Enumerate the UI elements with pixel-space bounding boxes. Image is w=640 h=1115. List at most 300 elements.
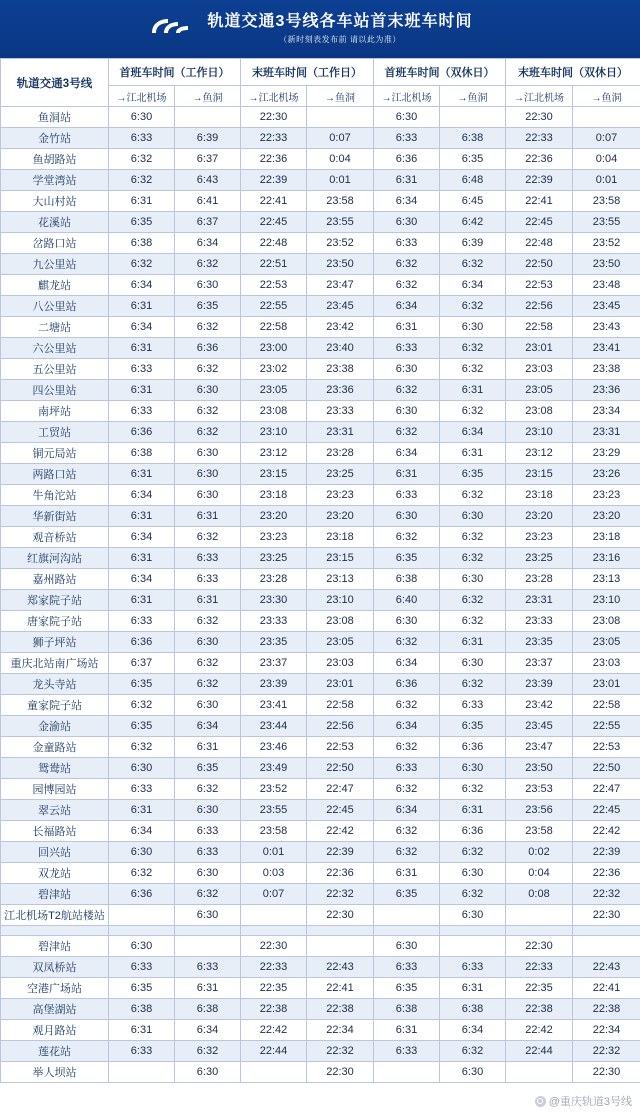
time-cell: 22:41 — [506, 191, 573, 212]
time-cell: 6:33 — [440, 957, 506, 978]
time-cell: 6:30 — [175, 800, 241, 821]
time-cell: 23:28 — [241, 569, 307, 590]
time-cell: 6:38 — [175, 999, 241, 1020]
table-row — [1, 863, 640, 884]
time-cell: 6:30 — [109, 758, 175, 779]
time-cell: 23:52 — [241, 779, 307, 800]
time-cell: 22:47 — [307, 779, 374, 800]
time-cell: 22:36 — [307, 863, 374, 884]
time-cell: 6:32 — [440, 611, 506, 632]
time-cell: 23:15 — [241, 464, 307, 485]
time-cell: 6:30 — [175, 905, 241, 926]
time-cell: 6:32 — [374, 275, 440, 296]
time-cell: 0:04 — [307, 149, 374, 170]
time-cell: 0:04 — [506, 863, 573, 884]
station-name: 南坪站 — [1, 401, 109, 422]
table-row — [1, 233, 640, 254]
spacer-cell — [573, 926, 640, 936]
station-name: 双凤桥站 — [1, 957, 109, 978]
table-row — [1, 779, 640, 800]
timetable-head — [1, 59, 640, 107]
time-cell: 6:32 — [175, 422, 241, 443]
time-cell: 23:58 — [241, 821, 307, 842]
time-cell: 6:36 — [109, 884, 175, 905]
time-cell: 6:33 — [109, 957, 175, 978]
time-cell: 6:37 — [175, 212, 241, 233]
time-cell: 23:13 — [573, 569, 640, 590]
station-name: 回兴站 — [1, 842, 109, 863]
time-cell: 6:33 — [374, 128, 440, 149]
time-cell: 23:37 — [506, 653, 573, 674]
time-cell: 23:08 — [573, 611, 640, 632]
time-cell: 22:36 — [573, 863, 640, 884]
time-cell: 22:35 — [506, 978, 573, 999]
time-cell: 6:35 — [109, 716, 175, 737]
time-cell: 6:30 — [374, 212, 440, 233]
time-cell: 6:37 — [175, 149, 241, 170]
time-cell: 6:34 — [374, 800, 440, 821]
time-cell: 23:10 — [506, 422, 573, 443]
time-cell: 6:31 — [374, 863, 440, 884]
time-cell: 23:40 — [307, 338, 374, 359]
time-cell: 23:26 — [573, 464, 640, 485]
time-cell: 6:34 — [374, 296, 440, 317]
time-cell: 6:39 — [175, 128, 241, 149]
time-cell: 6:32 — [109, 695, 175, 716]
time-cell: 6:30 — [175, 443, 241, 464]
time-cell: 0:01 — [573, 170, 640, 191]
spacer-cell — [241, 926, 307, 936]
time-cell: 23:39 — [241, 674, 307, 695]
time-cell: 23:08 — [241, 401, 307, 422]
station-name: 双龙站 — [1, 863, 109, 884]
time-cell: 6:33 — [374, 1041, 440, 1062]
direction-header-3-0: →江北机场 — [506, 86, 573, 107]
time-cell: 6:32 — [440, 674, 506, 695]
time-cell: 23:53 — [506, 779, 573, 800]
time-cell: 23:25 — [241, 548, 307, 569]
time-cell: 22:42 — [307, 821, 374, 842]
time-cell: 23:25 — [506, 548, 573, 569]
table-row — [1, 338, 640, 359]
time-cell: 23:39 — [506, 674, 573, 695]
time-cell: 0:04 — [573, 149, 640, 170]
time-cell: 23:18 — [506, 485, 573, 506]
time-cell: 6:31 — [175, 506, 241, 527]
time-cell: 6:34 — [374, 653, 440, 674]
time-cell: 6:34 — [109, 821, 175, 842]
time-cell: 6:34 — [374, 191, 440, 212]
time-cell: 23:31 — [307, 422, 374, 443]
time-cell: 23:05 — [241, 380, 307, 401]
time-cell: 6:32 — [175, 884, 241, 905]
station-name: 鱼胡路站 — [1, 149, 109, 170]
spacer-cell — [175, 926, 241, 936]
time-cell: 23:34 — [573, 401, 640, 422]
time-cell: 6:32 — [374, 527, 440, 548]
time-cell: 22:51 — [241, 254, 307, 275]
time-cell: 23:37 — [241, 653, 307, 674]
time-cell: 6:35 — [109, 212, 175, 233]
time-cell: 23:42 — [307, 317, 374, 338]
table-row — [1, 359, 640, 380]
time-cell: 22:50 — [506, 254, 573, 275]
spacer-cell — [374, 926, 440, 936]
station-name: 狮子坪站 — [1, 632, 109, 653]
station-name: 四公里站 — [1, 380, 109, 401]
time-cell — [506, 1062, 573, 1083]
time-cell: 22:47 — [573, 779, 640, 800]
time-cell: 22:35 — [241, 978, 307, 999]
time-cell: 6:35 — [175, 758, 241, 779]
table-row — [1, 1041, 640, 1062]
table-row — [1, 978, 640, 999]
time-cell: 6:33 — [374, 485, 440, 506]
time-cell: 6:33 — [374, 233, 440, 254]
table-row — [1, 107, 640, 128]
time-cell: 6:31 — [175, 737, 241, 758]
time-cell: 6:32 — [440, 254, 506, 275]
time-cell: 23:01 — [573, 674, 640, 695]
page-title: 轨道交通3号线各车站首末班车时间 — [207, 13, 473, 30]
time-cell: 22:55 — [573, 716, 640, 737]
time-cell: 6:30 — [440, 653, 506, 674]
time-cell: 23:45 — [506, 716, 573, 737]
table-row — [1, 317, 640, 338]
time-cell: 23:18 — [241, 485, 307, 506]
page-header — [0, 0, 640, 58]
time-cell: 22:53 — [307, 737, 374, 758]
table-row — [1, 842, 640, 863]
station-name: 花溪站 — [1, 212, 109, 233]
time-cell: 23:38 — [307, 359, 374, 380]
time-cell: 0:08 — [506, 884, 573, 905]
time-cell: 22:42 — [573, 821, 640, 842]
table-row — [1, 506, 640, 527]
time-cell: 23:50 — [307, 254, 374, 275]
time-cell: 23:12 — [241, 443, 307, 464]
time-cell: 22:39 — [573, 842, 640, 863]
time-cell: 6:37 — [109, 653, 175, 674]
time-cell: 6:32 — [440, 590, 506, 611]
time-cell: 22:36 — [506, 149, 573, 170]
time-cell: 22:58 — [506, 317, 573, 338]
station-name: 麒龙站 — [1, 275, 109, 296]
time-cell — [109, 905, 175, 926]
time-cell: 6:34 — [109, 569, 175, 590]
time-cell: 6:35 — [374, 548, 440, 569]
time-cell: 0:03 — [241, 863, 307, 884]
time-cell: 22:33 — [241, 128, 307, 149]
time-cell — [440, 107, 506, 128]
time-cell: 23:03 — [573, 653, 640, 674]
time-cell: 23:58 — [506, 821, 573, 842]
time-cell: 22:34 — [307, 1020, 374, 1041]
time-cell: 23:15 — [506, 464, 573, 485]
time-cell: 22:53 — [241, 275, 307, 296]
time-cell: 6:30 — [440, 569, 506, 590]
time-cell: 6:31 — [175, 590, 241, 611]
time-cell: 6:33 — [374, 758, 440, 779]
time-cell: 23:48 — [573, 275, 640, 296]
time-cell: 6:31 — [440, 978, 506, 999]
time-cell: 6:33 — [374, 338, 440, 359]
time-cell: 6:34 — [374, 716, 440, 737]
table-row — [1, 401, 640, 422]
page-subtitle: （新时刻表发布前 请以此为准） — [279, 35, 401, 44]
time-cell: 23:33 — [506, 611, 573, 632]
spacer-cell — [440, 926, 506, 936]
time-cell: 6:32 — [175, 674, 241, 695]
time-cell: 22:34 — [573, 1020, 640, 1041]
time-cell: 22:30 — [573, 1062, 640, 1083]
time-cell: 22:48 — [241, 233, 307, 254]
time-cell: 22:50 — [307, 758, 374, 779]
time-cell: 22:45 — [573, 800, 640, 821]
station-name: 观月路站 — [1, 1020, 109, 1041]
time-cell: 23:43 — [573, 317, 640, 338]
time-cell: 6:38 — [109, 233, 175, 254]
time-cell: 22:44 — [506, 1041, 573, 1062]
time-cell: 22:42 — [241, 1020, 307, 1041]
time-cell: 6:32 — [175, 611, 241, 632]
time-cell: 22:56 — [506, 296, 573, 317]
time-cell: 23:50 — [573, 254, 640, 275]
time-cell: 6:31 — [175, 978, 241, 999]
time-cell: 6:30 — [175, 695, 241, 716]
station-name: 园博园站 — [1, 779, 109, 800]
spacer-cell — [1, 926, 109, 936]
watermark — [535, 1093, 632, 1109]
time-cell: 6:33 — [109, 611, 175, 632]
time-cell: 22:30 — [573, 905, 640, 926]
table-row — [1, 191, 640, 212]
station-name: 翠云站 — [1, 800, 109, 821]
table-row — [1, 275, 640, 296]
time-cell: 22:45 — [241, 212, 307, 233]
time-cell: 22:33 — [241, 957, 307, 978]
time-cell: 6:31 — [440, 443, 506, 464]
time-cell: 22:32 — [307, 1041, 374, 1062]
time-cell: 6:31 — [109, 191, 175, 212]
weibo-icon — [535, 1096, 546, 1107]
time-cell: 6:43 — [175, 170, 241, 191]
time-cell: 6:32 — [109, 737, 175, 758]
time-cell: 23:20 — [241, 506, 307, 527]
table-row — [1, 957, 640, 978]
time-cell: 6:32 — [440, 527, 506, 548]
time-cell: 22:38 — [307, 999, 374, 1020]
table-row — [1, 443, 640, 464]
table-row — [1, 632, 640, 653]
time-cell: 6:30 — [175, 275, 241, 296]
time-cell: 6:32 — [109, 254, 175, 275]
time-cell: 6:31 — [109, 548, 175, 569]
time-cell: 6:32 — [175, 653, 241, 674]
direction-header-2-0: →江北机场 — [374, 86, 440, 107]
table-row — [1, 653, 640, 674]
table-row — [1, 716, 640, 737]
table-row — [1, 737, 640, 758]
table-row — [1, 674, 640, 695]
time-cell: 23:50 — [506, 758, 573, 779]
time-cell: 6:32 — [440, 842, 506, 863]
time-cell: 6:31 — [440, 800, 506, 821]
station-name: 金渝站 — [1, 716, 109, 737]
time-cell: 22:39 — [506, 170, 573, 191]
station-name: 鱼洞站 — [1, 107, 109, 128]
corner-line-label: 轨道交通3号线 — [1, 59, 109, 107]
time-cell: 23:01 — [307, 674, 374, 695]
time-cell: 6:30 — [109, 107, 175, 128]
time-cell — [440, 936, 506, 957]
time-cell: 6:31 — [109, 338, 175, 359]
station-name: 岔路口站 — [1, 233, 109, 254]
station-name: 观音桥站 — [1, 527, 109, 548]
time-cell: 0:01 — [307, 170, 374, 191]
time-cell: 6:32 — [374, 779, 440, 800]
time-cell: 6:31 — [440, 632, 506, 653]
time-cell: 6:30 — [374, 506, 440, 527]
time-cell: 22:48 — [506, 233, 573, 254]
time-cell: 23:55 — [241, 800, 307, 821]
time-cell: 6:36 — [374, 149, 440, 170]
time-cell: 23:10 — [241, 422, 307, 443]
table-row — [1, 905, 640, 926]
time-cell: 6:30 — [374, 401, 440, 422]
time-cell: 6:32 — [440, 359, 506, 380]
station-name: 牛角沱站 — [1, 485, 109, 506]
time-cell: 6:39 — [440, 233, 506, 254]
time-cell: 23:05 — [573, 632, 640, 653]
time-cell: 6:30 — [109, 936, 175, 957]
station-name: 童家院子站 — [1, 695, 109, 716]
time-cell: 6:34 — [440, 275, 506, 296]
time-cell: 6:48 — [440, 170, 506, 191]
time-cell: 22:58 — [573, 695, 640, 716]
station-name: 华新街站 — [1, 506, 109, 527]
table-row — [1, 758, 640, 779]
direction-header-1-1: →鱼洞 — [307, 86, 374, 107]
time-cell: 6:33 — [109, 128, 175, 149]
time-cell: 6:32 — [440, 1041, 506, 1062]
time-cell: 6:32 — [374, 380, 440, 401]
time-cell: 6:31 — [109, 590, 175, 611]
spacer-cell — [307, 926, 374, 936]
time-cell: 23:28 — [307, 443, 374, 464]
table-row — [1, 212, 640, 233]
time-cell: 23:49 — [241, 758, 307, 779]
spacer-cell — [506, 926, 573, 936]
table-row — [1, 695, 640, 716]
time-cell: 6:34 — [440, 422, 506, 443]
time-cell: 22:33 — [506, 128, 573, 149]
time-cell: 23:45 — [573, 296, 640, 317]
time-cell: 22:50 — [573, 758, 640, 779]
time-cell: 6:36 — [440, 821, 506, 842]
table-row — [1, 527, 640, 548]
time-cell: 23:00 — [241, 338, 307, 359]
timetable-body — [1, 107, 640, 1083]
time-cell: 6:31 — [374, 170, 440, 191]
time-cell: 6:31 — [440, 380, 506, 401]
time-cell: 6:36 — [440, 737, 506, 758]
time-cell: 6:35 — [109, 978, 175, 999]
time-cell: 6:30 — [175, 1062, 241, 1083]
direction-header-2-1: →鱼洞 — [440, 86, 506, 107]
time-cell: 23:46 — [241, 737, 307, 758]
time-cell: 6:30 — [440, 1062, 506, 1083]
time-cell: 23:05 — [506, 380, 573, 401]
time-cell — [241, 905, 307, 926]
time-cell: 22:30 — [506, 107, 573, 128]
time-cell: 6:35 — [109, 674, 175, 695]
table-row — [1, 999, 640, 1020]
table-row — [1, 380, 640, 401]
table-row — [1, 1020, 640, 1041]
time-cell — [506, 905, 573, 926]
station-name: 举人坝站 — [1, 1062, 109, 1083]
time-cell: 6:30 — [440, 758, 506, 779]
time-cell: 6:30 — [374, 359, 440, 380]
time-cell: 6:33 — [440, 695, 506, 716]
time-cell: 6:31 — [374, 1020, 440, 1041]
time-cell: 22:30 — [307, 905, 374, 926]
time-cell: 6:30 — [374, 107, 440, 128]
time-cell: 6:31 — [374, 464, 440, 485]
group-header-0: 首班车时间（工作日） — [109, 59, 241, 86]
time-cell: 6:32 — [374, 422, 440, 443]
time-cell: 22:45 — [307, 800, 374, 821]
station-name: 学堂湾站 — [1, 170, 109, 191]
table-row — [1, 128, 640, 149]
time-cell: 6:32 — [440, 338, 506, 359]
time-cell: 6:33 — [175, 957, 241, 978]
time-cell: 6:32 — [374, 821, 440, 842]
time-cell: 22:30 — [241, 936, 307, 957]
time-cell: 6:31 — [109, 380, 175, 401]
section-spacer — [1, 926, 640, 936]
time-cell: 23:23 — [573, 485, 640, 506]
time-cell: 6:34 — [175, 1020, 241, 1041]
time-cell: 22:32 — [573, 1041, 640, 1062]
group-header-3: 末班车时间（双休日） — [506, 59, 640, 86]
time-cell: 6:32 — [109, 170, 175, 191]
time-cell: 6:34 — [175, 233, 241, 254]
time-cell: 6:33 — [175, 821, 241, 842]
table-row — [1, 590, 640, 611]
time-cell: 0:07 — [307, 128, 374, 149]
time-cell: 22:39 — [241, 170, 307, 191]
time-cell: 22:44 — [241, 1041, 307, 1062]
time-cell: 6:32 — [374, 695, 440, 716]
time-cell: 6:31 — [109, 506, 175, 527]
time-cell: 6:38 — [374, 999, 440, 1020]
time-cell: 6:34 — [109, 275, 175, 296]
time-cell: 23:20 — [573, 506, 640, 527]
time-cell: 23:23 — [506, 527, 573, 548]
time-cell: 6:32 — [440, 485, 506, 506]
time-cell: 6:42 — [440, 212, 506, 233]
time-cell: 23:08 — [307, 611, 374, 632]
time-cell: 6:35 — [175, 296, 241, 317]
station-name: 碧津站 — [1, 936, 109, 957]
time-cell: 22:41 — [573, 978, 640, 999]
time-cell: 6:30 — [175, 632, 241, 653]
station-name: 红旗河沟站 — [1, 548, 109, 569]
station-name: 长福路站 — [1, 821, 109, 842]
station-name: 九公里站 — [1, 254, 109, 275]
